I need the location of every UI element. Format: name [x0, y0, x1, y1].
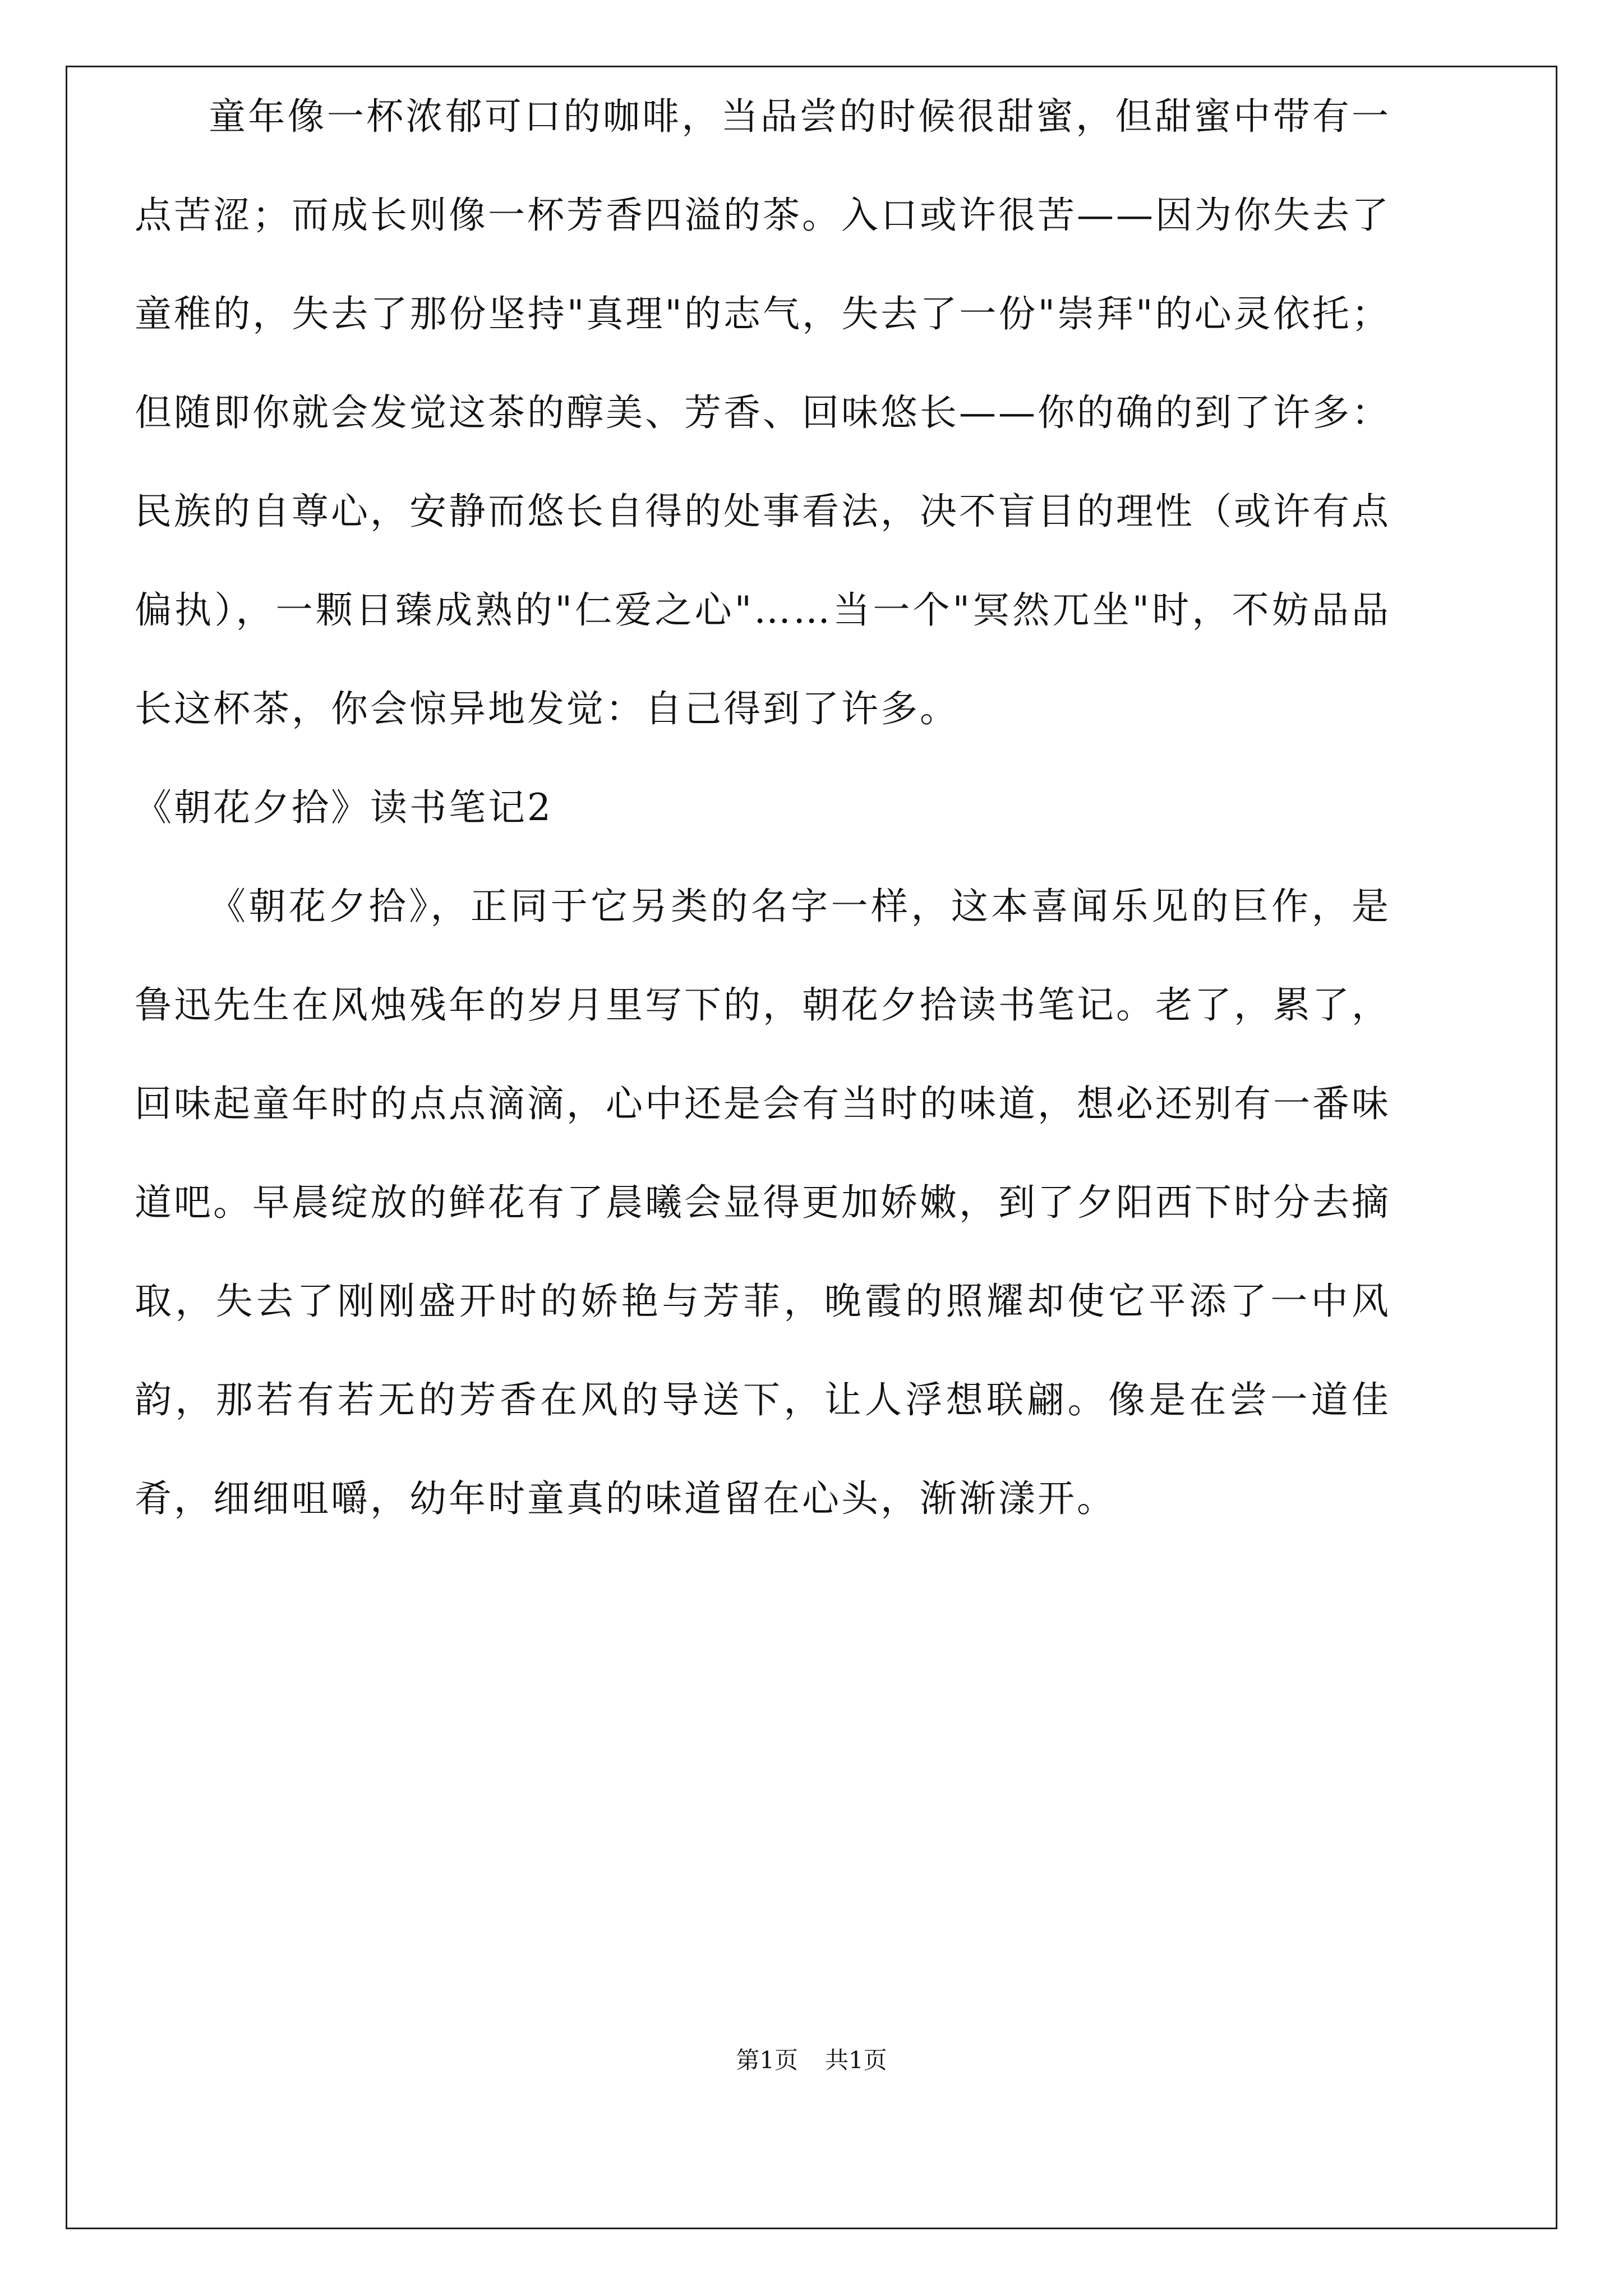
- page-footer: [0, 2042, 1623, 2076]
- paragraph-childhood-tea: 童年像一杯浓郁可口的咖啡，当品尝的时候很甜蜜，但甜蜜中带有一点苦涩；而成长则像一杯芳香四溢的茶。入口或许很苦——因为你失去了童稚的，失去了那份坚持"真理"的志气，失去了一份"崇拜"的心灵依托；但随即你就会发觉这茶的醇美、芳香、回味悠长——你的确的到了许多：民族的自尊心，安静而悠长自得的处事看法，决不盲目的理性（或许有点偏执），一颗日臻成熟的"仁爱之心"……当一个"冥然兀坐"时，不妨品品长这杯茶，你会惊异地发觉：自己得到了许多。: [135, 95, 1391, 730]
- page-number: 第1页: [736, 2046, 798, 2074]
- document-body: [135, 67, 1391, 1548]
- page-total: 共1页: [825, 2046, 887, 2074]
- paragraph-zhaohua-xishi: 《朝花夕拾》，正同于它另类的名字一样，这本喜闻乐见的巨作，是鲁迅先生在风烛残年的岁月里写下的，朝花夕拾读书笔记。老了，累了，回味起童年时的点点滴滴，心中还是会有当时的味道，想必还别有一番味道吧。早晨绽放的鲜花有了晨曦会显得更加娇嫩，到了夕阳西下时分去摘取，失去了刚刚盛开时的娇艳与芳菲，晚霞的照耀却使它平添了一中风韵，那若有若无的芳香在风的导送下，让人浮想联翩。像是在尝一道佳肴，细细咀嚼，幼年时童真的味道留在心头，渐渐漾开。: [135, 885, 1391, 1520]
- section-title: 《朝花夕拾》读书笔记2: [135, 786, 553, 829]
